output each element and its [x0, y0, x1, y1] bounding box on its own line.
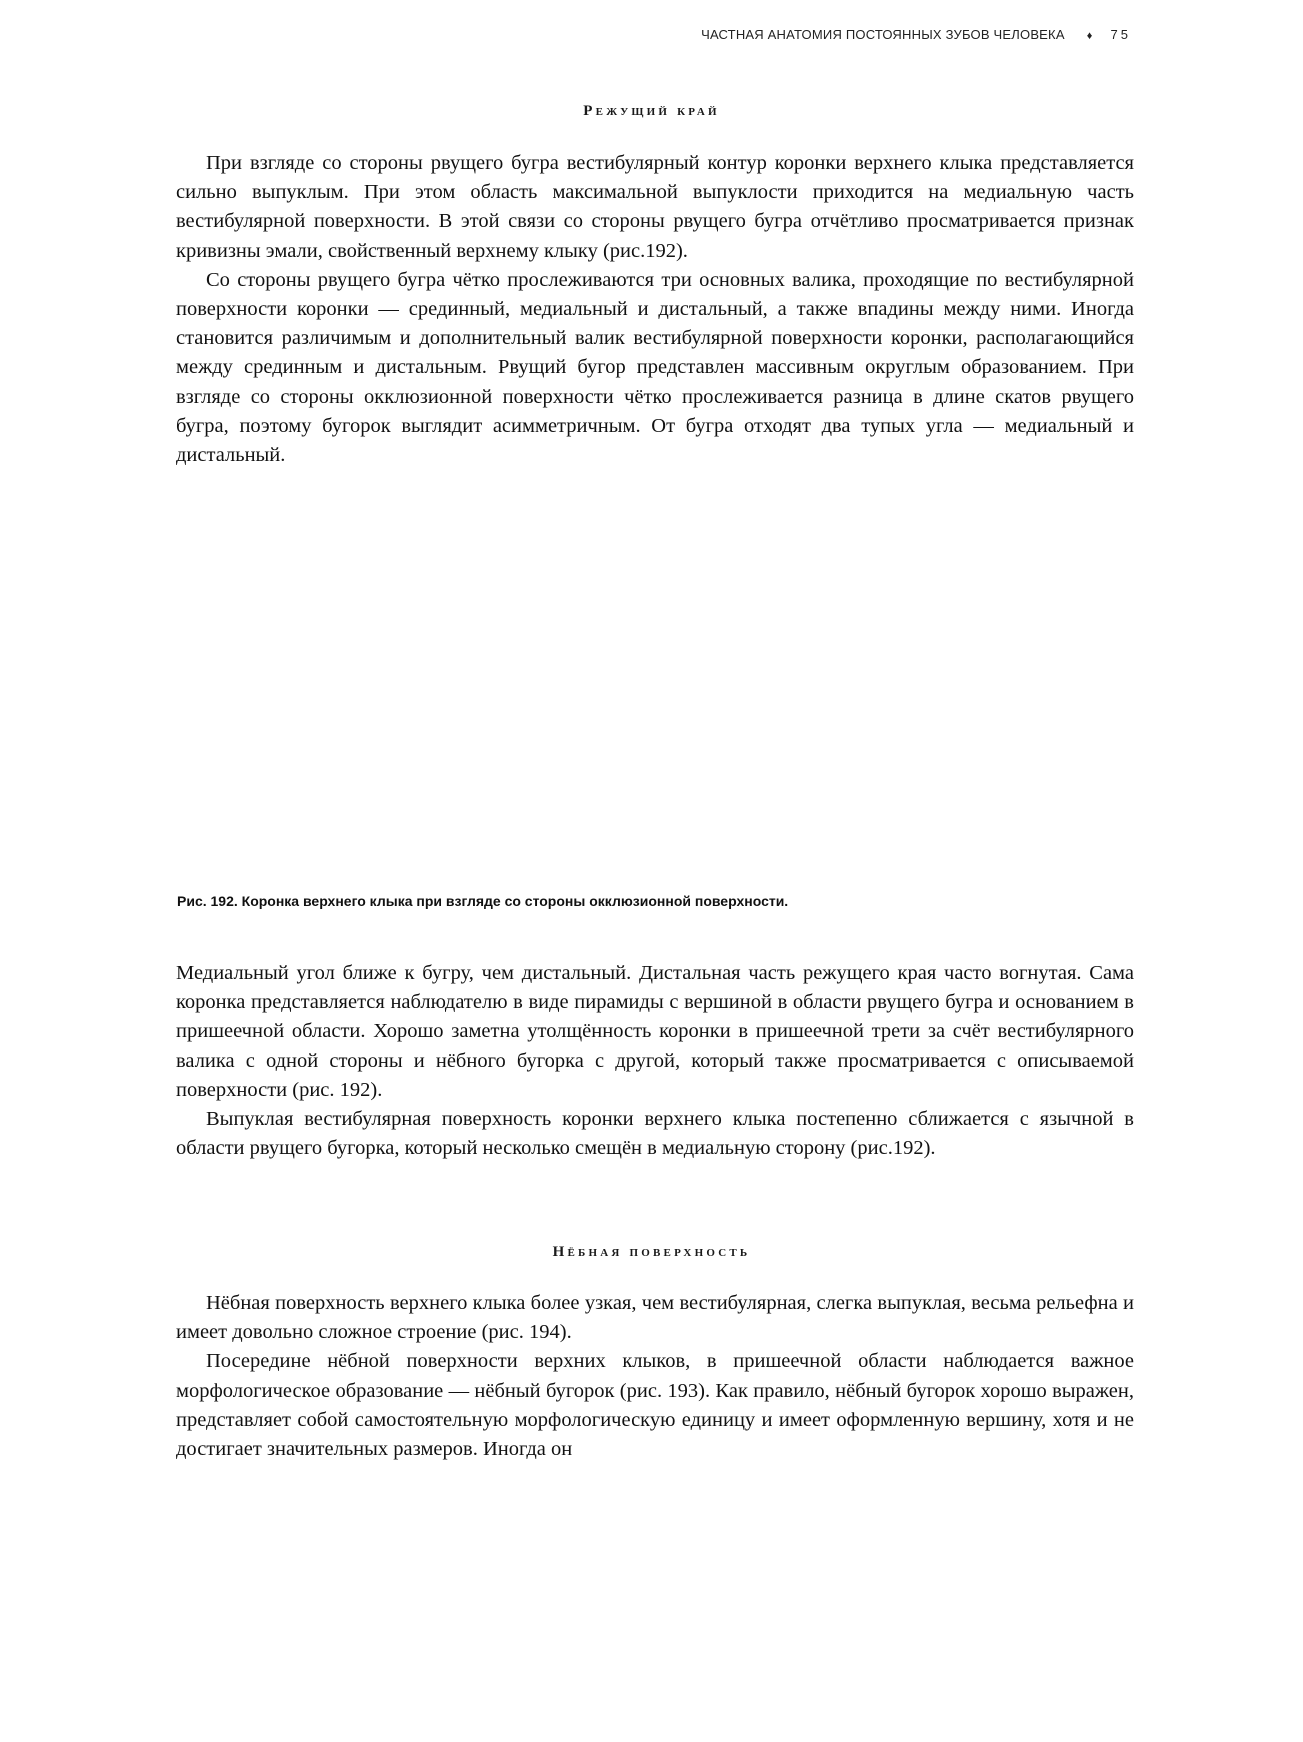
paragraph: Выпуклая вестибулярная поверхность коронки верхнего клыка постепенно сближается с язычной в области рвущего бугорка, который несколько смещён в медиальную сторону (рис.192). [176, 1108, 1134, 1160]
paragraph: Со стороны рвущего бугра чётко прослеживаются три основных валика, проходящие по вестибулярной поверхности коронки — срединный, медиальный и дистальный, а также впадины между ними. Иногда становится различимым и дополнительный валик вестибулярной поверхности коронки, располагающийся между срединным и дистальным. Рвущий бугор представлен массивным округлым образованием. При взгляде со стороны окклюзионной поверхности чётко прослеживается разница в длине скатов рвущего бугра, поэтому бугорок выглядит асимметричным. От бугра отходят два тупых угла — медиальный и дистальный. [176, 268, 1134, 467]
section-title-rest: ёбная поверхность [567, 1244, 751, 1260]
paragraph: Медиальный угол ближе к бугру, чем дистальный. Дистальная часть режущего края часто вогнутая. Сама коронка представляется наблюдателю в виде пирамиды с вершиной в области рвущего бугра и основанием в пришеечной области. Хорошо заметна утолщённость коронки в пришеечной трети за счёт вестибулярного валика с одной стороны и нёбного бугорка с другой, который также просматривается с описываемой поверхности (рис. 192). [176, 962, 1134, 1101]
section-title-palatal-surface [0, 1244, 1303, 1261]
body-text-section1 [176, 149, 1134, 470]
header-separator: ♦ [1086, 30, 1093, 42]
section-title-initial: Р [583, 103, 596, 119]
section-title-rest: ежущий край [595, 103, 720, 119]
figure-placeholder [176, 520, 1134, 880]
section-title-cutting-edge [0, 103, 1303, 120]
page-number: 75 [1110, 27, 1131, 42]
section-title-initial: Н [552, 1244, 568, 1260]
paragraph: Нёбная поверхность верхнего клыка более узкая, чем вестибулярная, слегка выпуклая, весьма рельефна и имеет довольно сложное строение (рис. 194). [176, 1292, 1134, 1344]
running-title: ЧАСТНАЯ АНАТОМИЯ ПОСТОЯННЫХ ЗУБОВ ЧЕЛОВЕКА [701, 27, 1065, 42]
figure-caption: Рис. 192. Коронка верхнего клыка при взгляде со стороны окклюзионной поверхности. [177, 893, 789, 909]
body-text-section1-continued [176, 959, 1134, 1163]
body-text-section2 [176, 1289, 1134, 1464]
paragraph: При взгляде со стороны рвущего бугра вестибулярный контур коронки верхнего клыка представляется сильно выпуклым. При этом область максимальной выпуклости приходится на медиальную часть вестибулярной поверхности. В этой связи со стороны рвущего бугра отчётливо просматривается признак кривизны эмали, свойственный верхнему клыку (рис.192). [176, 152, 1134, 262]
running-header [701, 27, 1131, 42]
paragraph: Посередине нёбной поверхности верхних клыков, в пришеечной области наблюдается важное морфологическое образование — нёбный бугорок (рис. 193). Как правило, нёбный бугорок хорошо выражен, представляет собой самостоятельную морфологическую единицу и имеет оформленную вершину, хотя и не достигает значительных размеров. Иногда он [176, 1350, 1134, 1461]
